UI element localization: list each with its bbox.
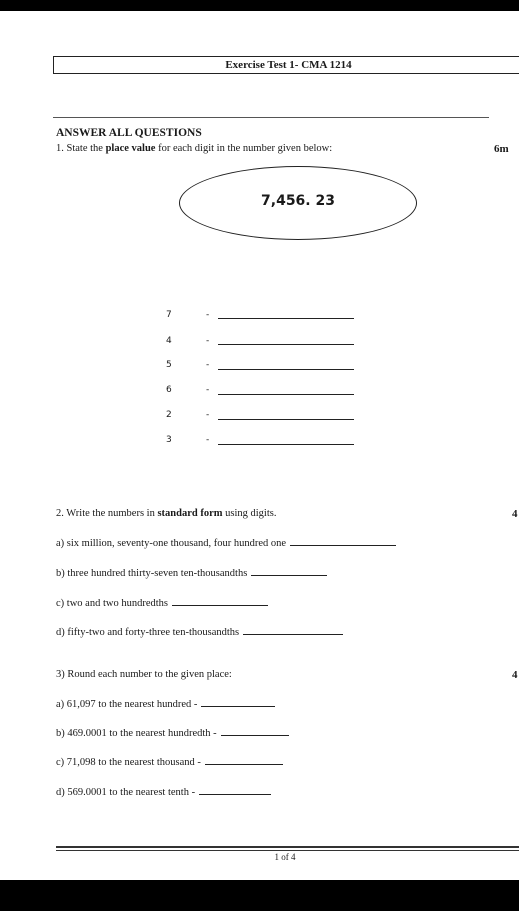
digit-answer-line[interactable] (218, 344, 354, 345)
answer-line[interactable] (290, 544, 396, 546)
header-rule (53, 117, 489, 118)
digit-answer-line[interactable] (218, 369, 354, 370)
q3-item (56, 699, 275, 710)
exercise-title: Exercise Test 1- CMA 1214 (225, 59, 352, 71)
answer-line[interactable] (221, 734, 289, 736)
q2-bold: standard form (157, 508, 223, 519)
q2-item (56, 627, 343, 638)
top-black-bar (0, 0, 519, 11)
answer-line[interactable] (201, 705, 275, 707)
q3-item-text: c) 71,098 to the nearest thousand - (56, 757, 201, 768)
question-3-text: 3) Round each number to the given place: (56, 669, 232, 680)
answer-line[interactable] (205, 763, 283, 765)
q2-suffix: using digits. (222, 508, 277, 519)
q3-item-text: d) 569.0001 to the nearest tenth - (56, 787, 196, 798)
q1-prefix: 1. State the (56, 143, 106, 154)
q1-marks: 6m (494, 143, 509, 155)
exercise-title-box (53, 56, 519, 74)
answer-line[interactable] (172, 604, 268, 606)
digit-dash: - (206, 435, 210, 445)
digit-answer-line[interactable] (218, 444, 354, 445)
q2-item (56, 568, 327, 579)
q2-item-text: d) fifty-two and forty-three ten-thousandths (56, 627, 240, 638)
question-2-text (56, 508, 276, 519)
digit-dash: - (206, 360, 210, 370)
digit-label: 6 (166, 385, 172, 395)
q1-suffix: for each digit in the number given below: (155, 143, 333, 154)
digit-answer-line[interactable] (218, 419, 354, 420)
footer-rule-thin (56, 850, 519, 851)
q3-item (56, 787, 271, 798)
answer-line[interactable] (251, 574, 327, 576)
q2-prefix: 2. Write the numbers in (56, 508, 158, 519)
q2-item-text: c) two and two hundredths (56, 598, 168, 609)
digit-label: 7 (166, 310, 172, 320)
digit-label: 3 (166, 435, 172, 445)
instructions-heading: ANSWER ALL QUESTIONS (56, 127, 202, 139)
digit-dash: - (206, 385, 210, 395)
q1-bold: place value (105, 143, 156, 154)
q2-item (56, 598, 268, 609)
digit-label: 2 (166, 410, 172, 420)
bottom-black-bar (0, 880, 519, 911)
digit-answer-line[interactable] (218, 318, 354, 319)
digit-dash: - (206, 310, 210, 320)
q2-item-text: a) six million, seventy-one thousand, four hundred one (56, 538, 287, 549)
q3-item (56, 728, 289, 739)
answer-line[interactable] (199, 793, 271, 795)
q3-item-text: a) 61,097 to the nearest hundred - (56, 699, 198, 710)
digit-answer-line[interactable] (218, 394, 354, 395)
q2-item-text: b) three hundred thirty-seven ten-thousandths (56, 568, 248, 579)
q3-item (56, 757, 283, 768)
digit-label: 5 (166, 360, 172, 370)
q3-marks: 4 (512, 669, 518, 681)
question-1-text (56, 143, 332, 154)
q3-item-text: b) 469.0001 to the nearest hundredth - (56, 728, 217, 739)
given-number: 7,456. 23 (261, 193, 335, 209)
digit-dash: - (206, 336, 210, 346)
answer-line[interactable] (243, 633, 343, 635)
q2-marks: 4 (512, 508, 518, 520)
page-number: 1 of 4 (274, 852, 296, 862)
footer-rule (56, 846, 519, 848)
digit-dash: - (206, 410, 210, 420)
digit-label: 4 (166, 336, 172, 346)
q2-item (56, 538, 396, 549)
